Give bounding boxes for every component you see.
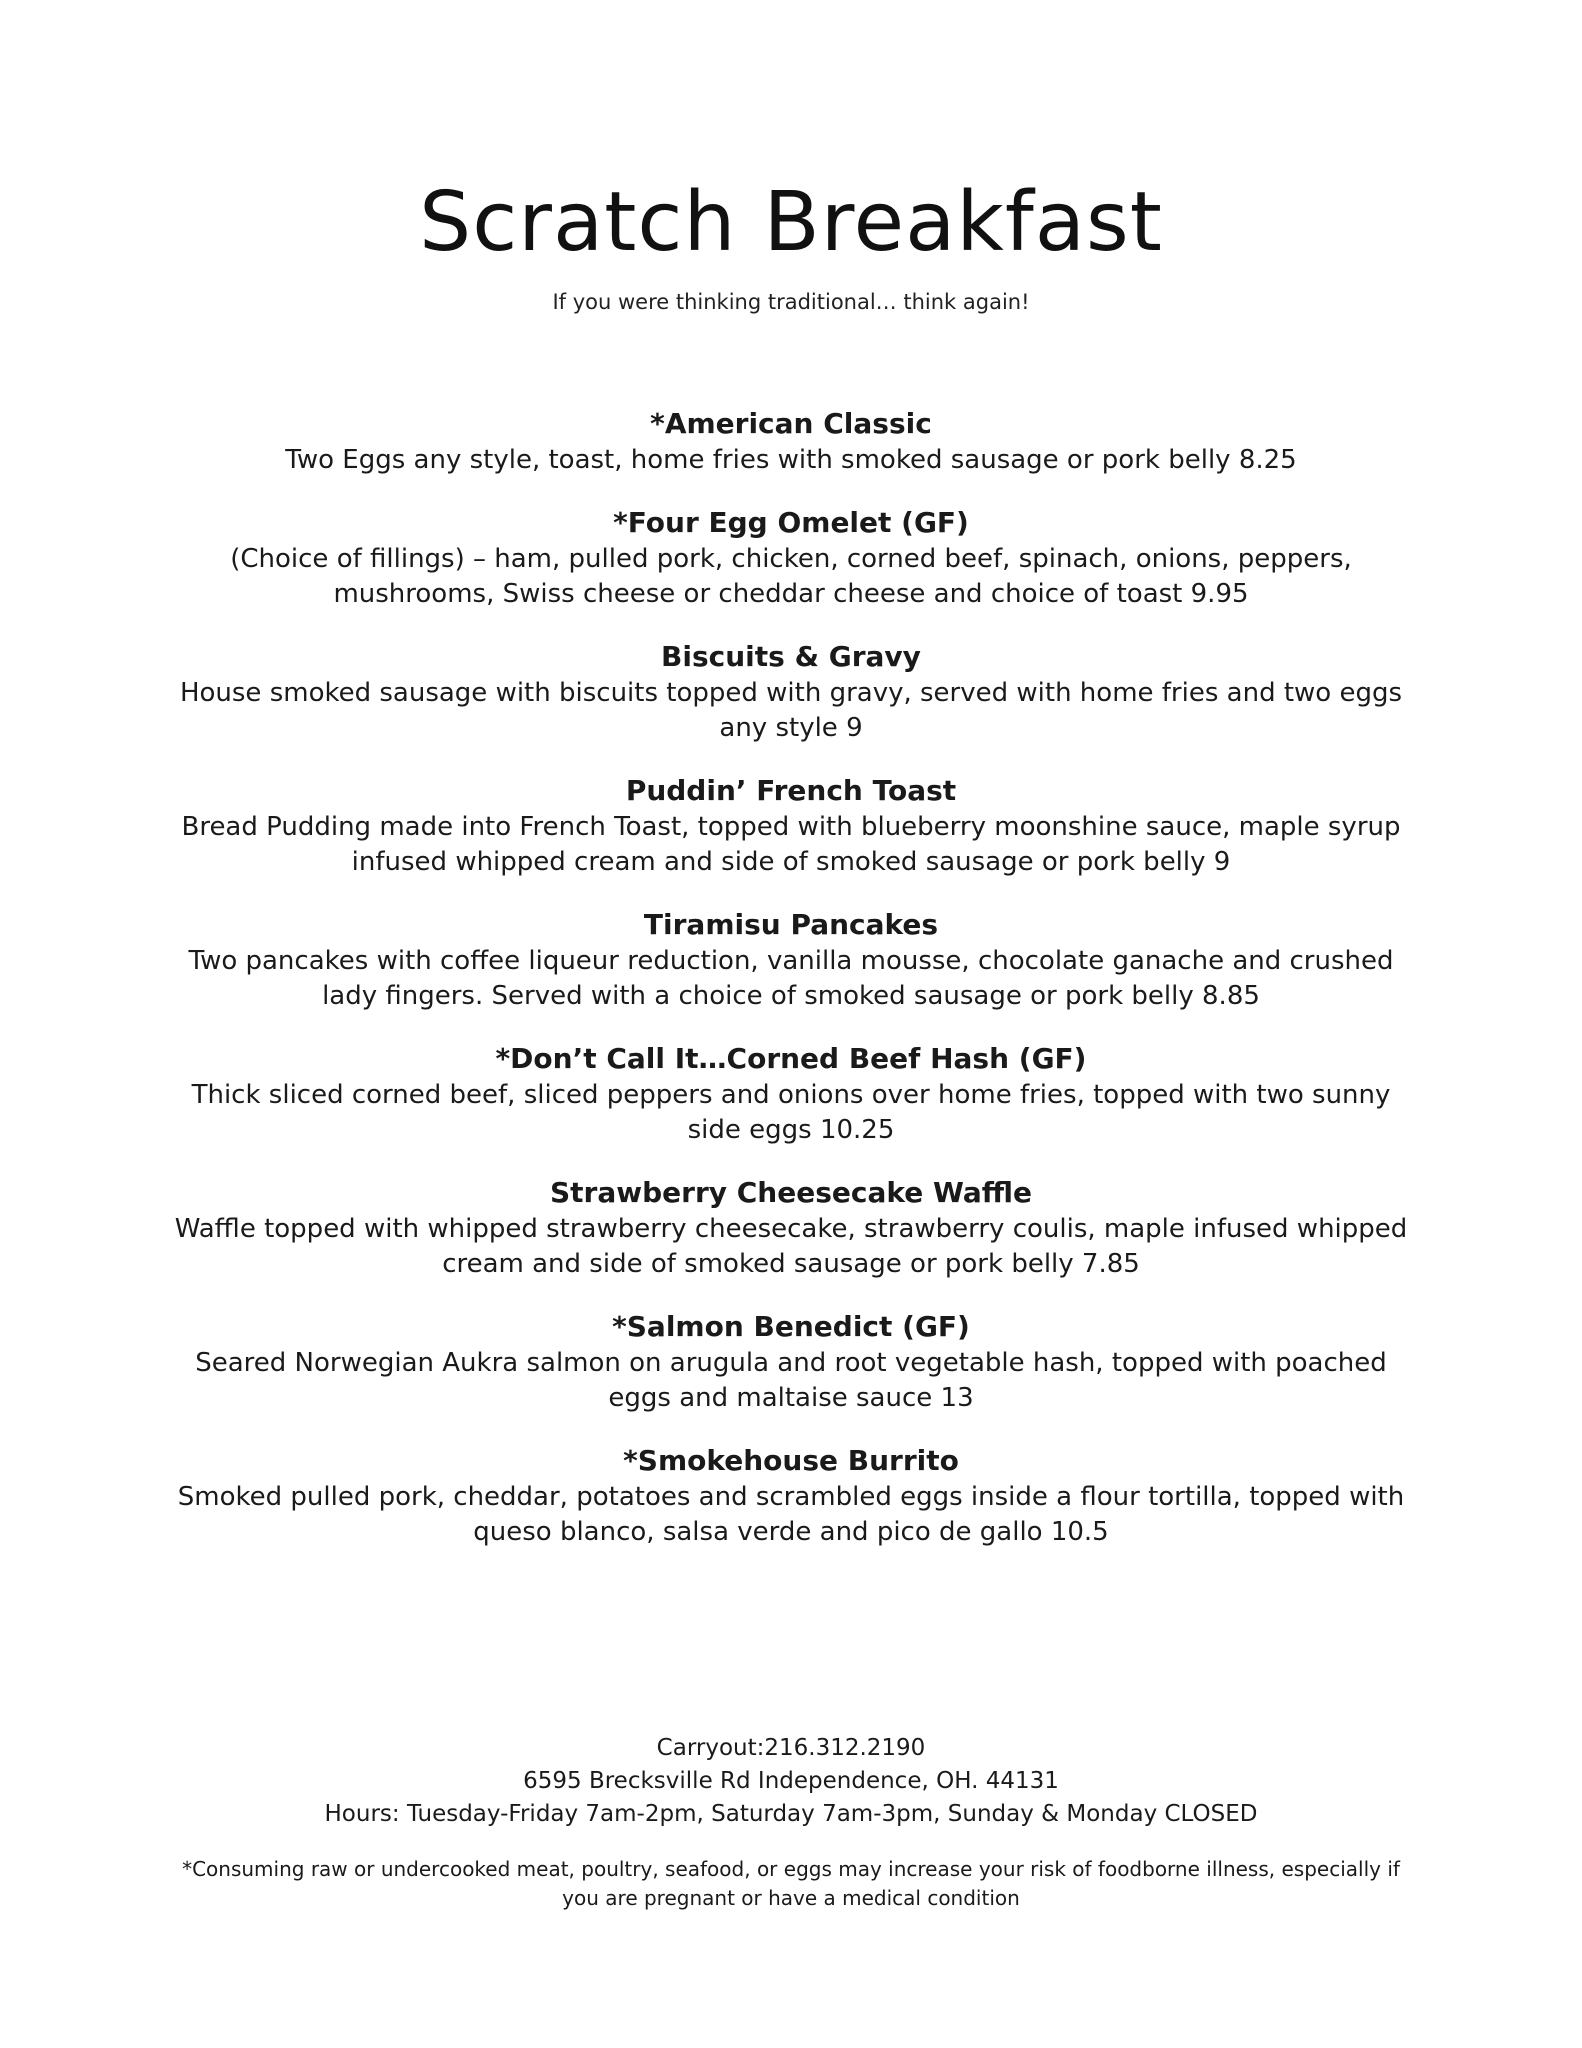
footer-contact bbox=[120, 1732, 1462, 1831]
menu-item-description: House smoked sausage with biscuits topped with gravy, served with home fries and two eggs any style 9 bbox=[179, 678, 1403, 743]
menu-item-name: Strawberry Cheesecake Waffle bbox=[549, 1176, 1032, 1209]
menu-item bbox=[170, 906, 1412, 1014]
menu-item-description: Two pancakes with coffee liqueur reduction, vanilla mousse, chocolate ganache and crushed lady fingers. Served with a choice of smoked sausage or pork belly 8.85 bbox=[188, 946, 1394, 1011]
menu-item-name: *Smokehouse Burrito bbox=[623, 1444, 959, 1477]
menu-item-name: *Salmon Benedict (GF) bbox=[612, 1310, 970, 1343]
menu-item-description: Thick sliced corned beef, sliced peppers and onions over home fries, topped with two sunny side eggs 10.25 bbox=[191, 1080, 1391, 1145]
menu-item bbox=[170, 504, 1412, 612]
menu-list bbox=[170, 405, 1412, 1576]
menu-item-name: *Four Egg Omelet (GF) bbox=[613, 506, 969, 539]
carryout-phone: Carryout:216.312.2190 bbox=[656, 1735, 926, 1761]
health-disclaimer: *Consuming raw or undercooked meat, poultry, seafood, or eggs may increase your risk of foodborne illness, especially if you are pregnant or have a medical condition bbox=[182, 1857, 1400, 1910]
page-title: Scratch Breakfast bbox=[419, 175, 1163, 270]
menu-item-description: Waffle topped with whipped strawberry cheesecake, strawberry coulis, maple infused whipped cream and side of smoked sausage or pork belly 7.85 bbox=[174, 1214, 1408, 1279]
menu-item-name: *American Classic bbox=[650, 407, 932, 440]
menu-item-name: Puddin’ French Toast bbox=[625, 774, 957, 807]
menu-item-description: (Choice of fillings) – ham, pulled pork, chicken, corned beef, spinach, onions, peppers, mushrooms, Swiss cheese or cheddar cheese and choice of toast 9.95 bbox=[230, 544, 1352, 609]
menu-item-name: *Don’t Call It…Corned Beef Hash (GF) bbox=[495, 1042, 1087, 1075]
menu-item bbox=[170, 638, 1412, 746]
menu-item-description: Two Eggs any style, toast, home fries with smoked sausage or pork belly 8.25 bbox=[285, 445, 1297, 475]
menu-item bbox=[170, 772, 1412, 880]
menu-item-description: Seared Norwegian Aukra salmon on arugula and root vegetable hash, topped with poached eggs and maltaise sauce 13 bbox=[195, 1348, 1387, 1413]
menu-item bbox=[170, 405, 1412, 478]
menu-item bbox=[170, 1040, 1412, 1148]
menu-item bbox=[170, 1308, 1412, 1416]
hours: Hours: Tuesday-Friday 7am-2pm, Saturday 7am-3pm, Sunday & Monday CLOSED bbox=[324, 1801, 1258, 1827]
page-subtitle: If you were thinking traditional… think again! bbox=[552, 290, 1030, 314]
address: 6595 Brecksville Rd Independence, OH. 44131 bbox=[523, 1768, 1059, 1794]
menu-item-description: Bread Pudding made into French Toast, topped with blueberry moonshine sauce, maple syrup infused whipped cream and side of smoked sausage or pork belly 9 bbox=[181, 812, 1401, 877]
menu-item-name: Tiramisu Pancakes bbox=[643, 908, 939, 941]
menu-item bbox=[170, 1442, 1412, 1550]
menu-item-description: Smoked pulled pork, cheddar, potatoes and scrambled eggs inside a flour tortilla, topped with queso blanco, salsa verde and pico de gallo 10.5 bbox=[177, 1482, 1405, 1547]
menu-item bbox=[170, 1174, 1412, 1282]
menu-item-name: Biscuits & Gravy bbox=[661, 640, 921, 673]
